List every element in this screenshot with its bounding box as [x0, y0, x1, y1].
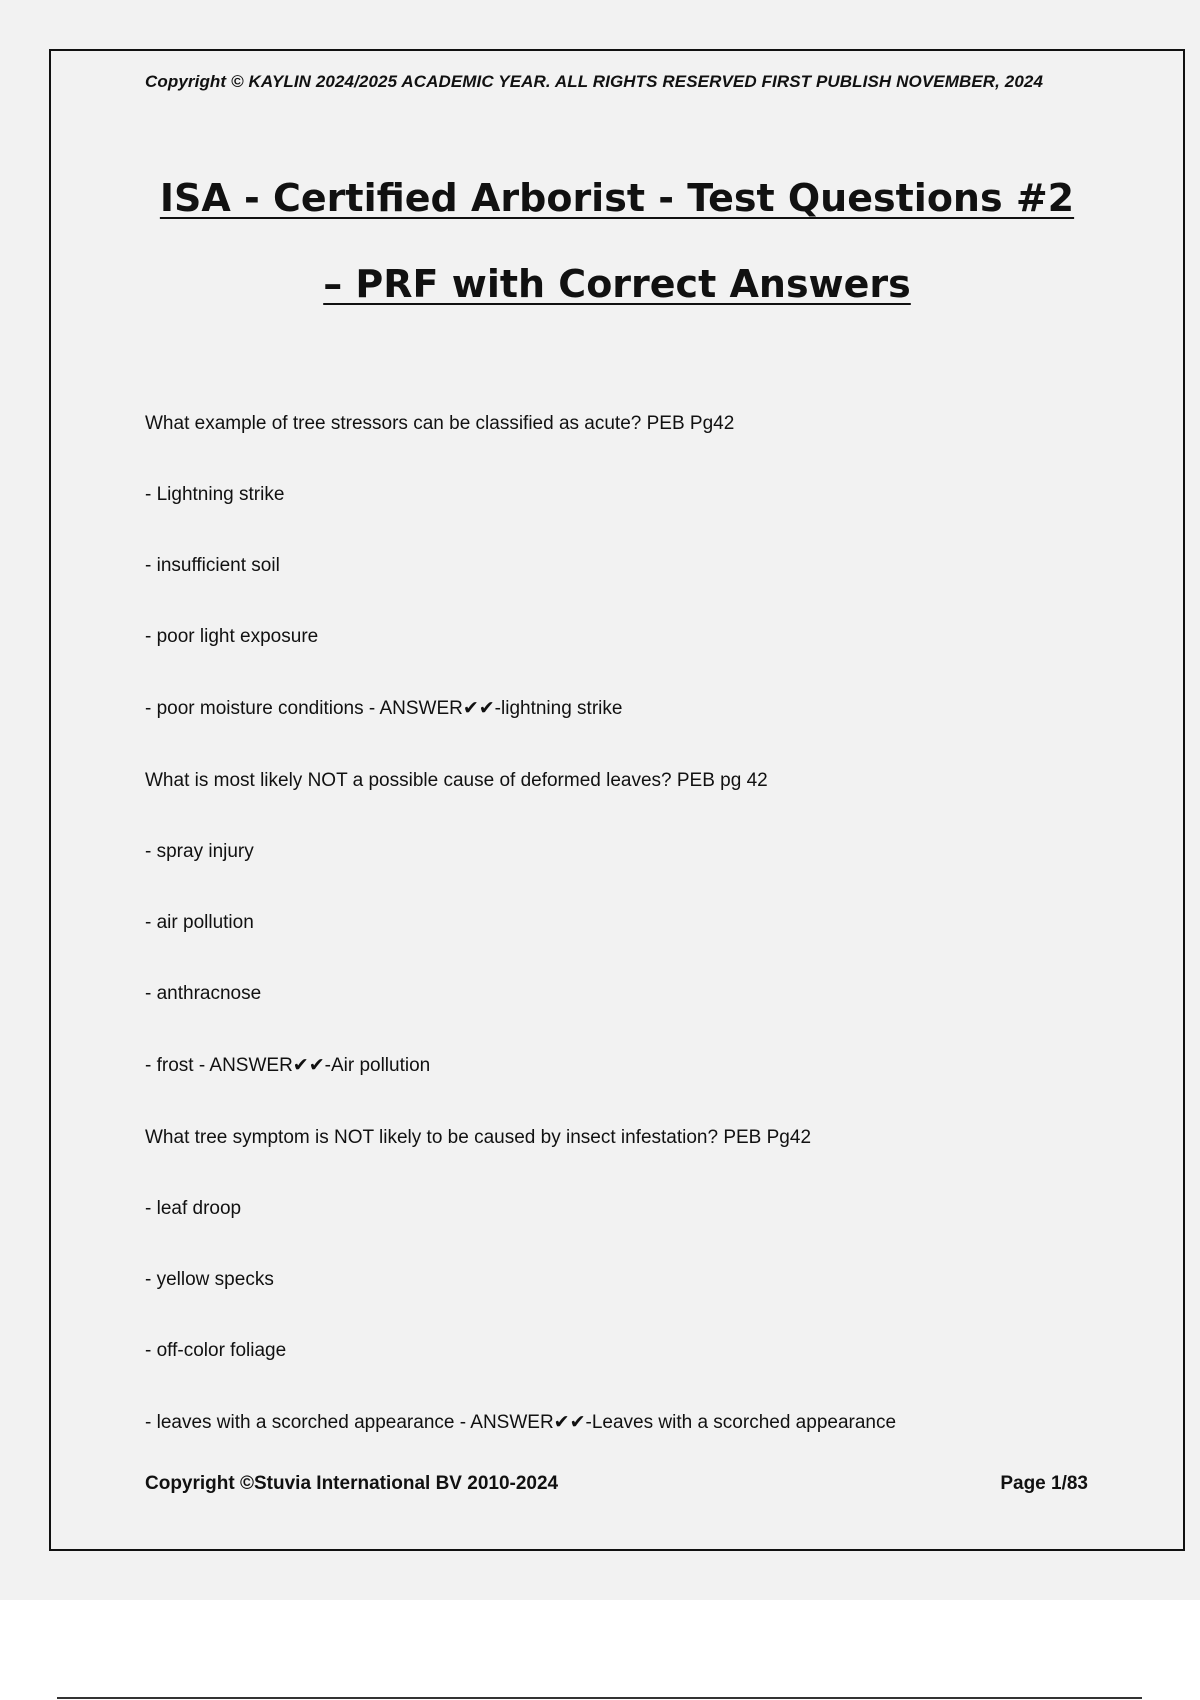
question-2-option-c: - anthracnose	[145, 983, 262, 1004]
question-3-option-b: - yellow specks	[145, 1269, 274, 1290]
footer-copyright: Copyright ©Stuvia International BV 2010-2024	[145, 1473, 559, 1494]
question-3-option-d-answer: - leaves with a scorched appearance - ANSWER✔✔-Leaves with a scorched appearance	[145, 1412, 897, 1433]
document-title-line-2	[100, 262, 1134, 306]
question-3: What tree symptom is NOT likely to be caused by insect infestation? PEB Pg42	[145, 1127, 812, 1148]
next-page-rule	[57, 1697, 1142, 1699]
document-title-text-1: ISA - Certified Arborist - Test Questions #2	[159, 176, 1075, 220]
question-3-option-a: - leaf droop	[145, 1198, 242, 1219]
question-1-option-b: - insufficient soil	[145, 555, 280, 576]
question-2: What is most likely NOT a possible cause of deformed leaves? PEB pg 42	[145, 770, 768, 791]
document-title-text-2: – PRF with Correct Answers	[323, 262, 911, 306]
question-2-option-a: - spray injury	[145, 841, 254, 862]
question-3-option-c: - off-color foliage	[145, 1340, 287, 1361]
header-copyright: Copyright © KAYLIN 2024/2025 ACADEMIC YEAR. ALL RIGHTS RESERVED FIRST PUBLISH NOVEMBER, 2024	[145, 72, 1044, 91]
page-number: Page 1/83	[1000, 1473, 1088, 1494]
question-1: What example of tree stressors can be classified as acute? PEB Pg42	[145, 413, 735, 434]
question-2-option-b: - air pollution	[145, 912, 254, 933]
question-2-option-d-answer: - frost - ANSWER✔✔-Air pollution	[145, 1055, 431, 1076]
question-1-option-d-answer: - poor moisture conditions - ANSWER✔✔-lightning strike	[145, 698, 623, 719]
document-title-line-1	[100, 176, 1134, 220]
question-1-option-a: - Lightning strike	[145, 484, 285, 505]
question-1-option-c: - poor light exposure	[145, 626, 319, 647]
